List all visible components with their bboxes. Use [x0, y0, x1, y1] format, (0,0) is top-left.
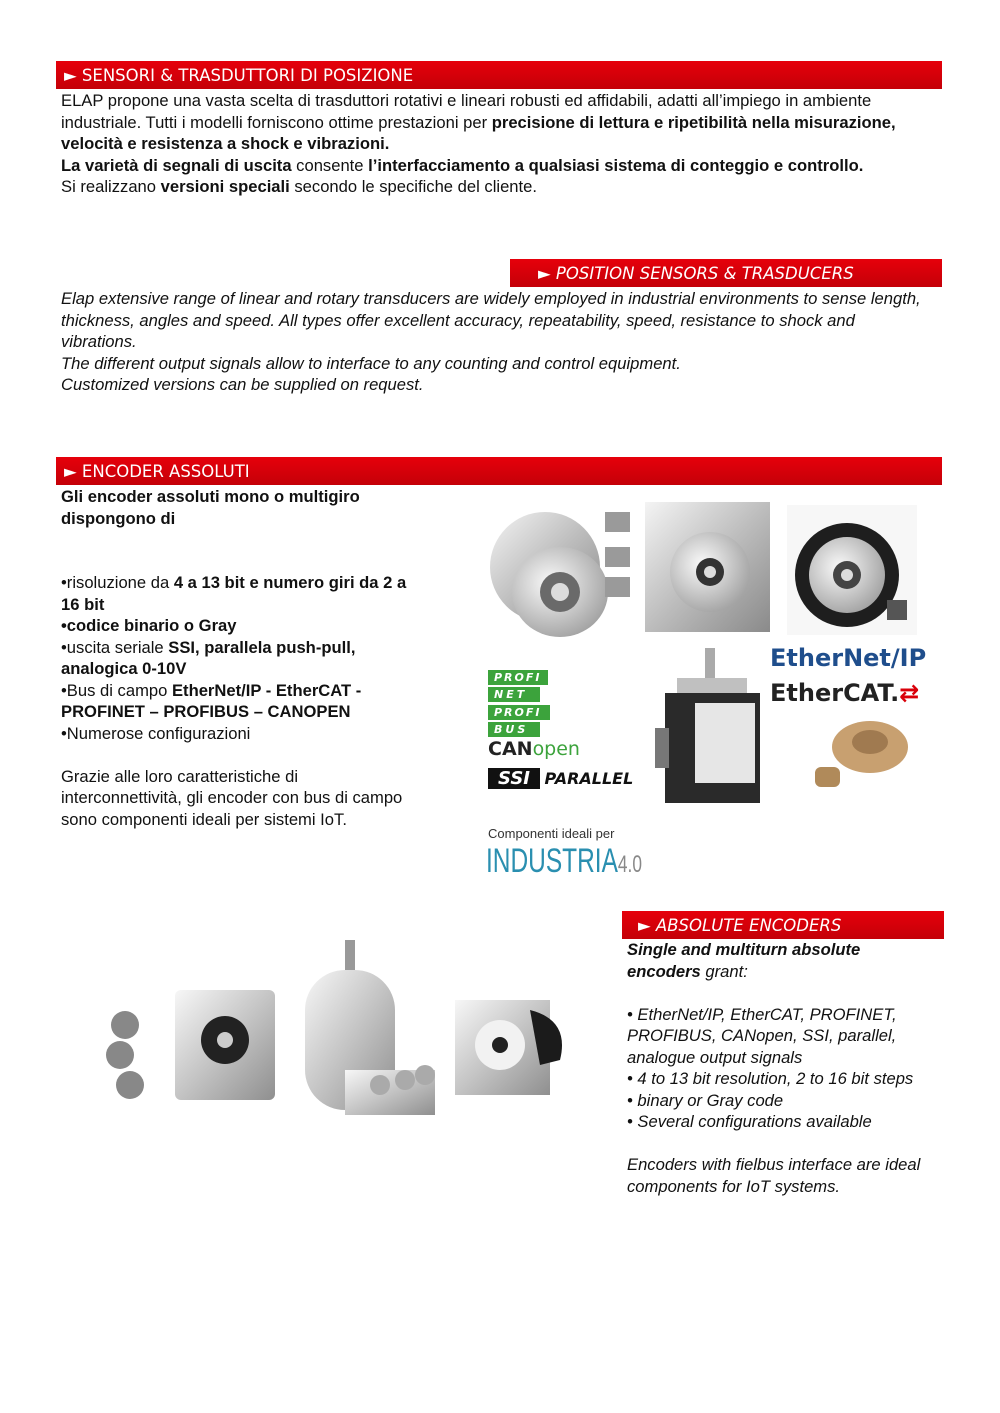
section-header-encoder-assoluti [56, 457, 942, 485]
bullet-config: • Several configurations available [627, 1112, 872, 1131]
text-line: The different output signals allow to interface to any counting and control equipment. [61, 353, 681, 373]
bullet-output-a: •uscita seriale [61, 637, 169, 657]
text-run: secondo le specifiche del cliente. [289, 177, 537, 196]
profinet-text: PROFI [488, 670, 548, 685]
section-title: ► ABSOLUTE ENCODERS [638, 916, 842, 935]
text-run: Si realizzano [61, 177, 161, 196]
bullet-code: • binary or Gray code [627, 1090, 784, 1110]
encoder-photo-black [787, 505, 917, 635]
bullet-resolution: • 4 to 13 bit resolution, 2 to 16 bit steps [627, 1069, 914, 1088]
industria-logo [486, 842, 642, 881]
industria-version: 4.0 [617, 851, 642, 878]
bullet-config: •Numerose configurazioni [61, 723, 251, 743]
text-run-bold: versioni speciali [160, 177, 290, 196]
intro: Gli encoder assoluti mono o multigiro dispongono di [61, 487, 360, 528]
profibus-text-2: BUS [488, 722, 540, 737]
encoder-photo-group [480, 492, 780, 642]
outro: Encoders with fielbus interface are ideal components for IoT systems. [627, 1155, 921, 1196]
text-run-bold: La varietà di segnali di uscita [61, 155, 292, 175]
intro-rest: grant: [700, 961, 748, 981]
encoders-bottom-photo [100, 940, 570, 1130]
outro: Grazie alle loro caratteristiche di interconnettività, gli encoder con bus di campo sono componenti ideali per sistemi IoT. [61, 766, 403, 829]
section-title: ► POSITION SENSORS & TRASDUCERS [538, 264, 854, 283]
text-line: Elap extensive range of linear and rotary transducers are widely employed in industrial environments to sense length, thickness, angles and speed. All types offer excellent accuracy, repeatability, speed, resistance to shock and vibrations. [61, 289, 921, 351]
canopen-a: CAN [488, 738, 533, 760]
absolute-encoders-text [627, 939, 927, 1197]
profinet-logo [488, 670, 570, 702]
ssi-text: SSI [488, 768, 540, 789]
profibus-text: PROFI [488, 705, 550, 720]
text-run: ELAP propone una vasta scelta di trasduttori rotativi e lineari robusti ed affidabili, adatti all’impiego in ambiente industriale. Tutti i modelli forniscono ottime prestazioni per [61, 91, 872, 132]
bullet-resolution-b: 4 a 13 bit e numero giri da 2 a 16 bit [61, 573, 407, 614]
section-title: ► SENSORI & TRASDUTTORI DI POSIZIONE [64, 66, 414, 85]
canopen-logo [488, 738, 580, 760]
encoder-photo-bronze [815, 712, 915, 797]
text-line: Customized versions can be supplied on request. [61, 375, 424, 394]
section-header-absolute-encoders [622, 911, 944, 939]
ethercat-text: EtherCAT. [770, 679, 900, 707]
encoder-assoluti-text [61, 486, 421, 830]
bullet-bus-a: •Bus di campo [61, 680, 172, 700]
parallel-text: PARALLEL [544, 769, 634, 788]
ethercat-logo: EtherCAT.⇄ [770, 679, 920, 707]
industria-word: INDUSTRIA [486, 842, 618, 880]
section-title: ► ENCODER ASSOLUTI [64, 462, 250, 481]
bullet-resolution-a: •risoluzione da [61, 573, 174, 592]
position-sensors-paragraph [61, 288, 921, 396]
bullet-output-b: SSI, parallela push-pull, analogica 0-10V [61, 637, 356, 678]
profinet-text-2: NET [488, 687, 540, 702]
profibus-logo [488, 705, 570, 737]
text-run: consente [291, 155, 369, 175]
sensori-paragraph [61, 90, 931, 198]
text-run-bold: precisione di lettura e ripetibilità nella misurazione, velocità e resistenza a shock e vibrazioni. [61, 112, 896, 153]
section-header-sensori [56, 61, 942, 89]
industria-caption: Componenti ideali per [488, 826, 615, 841]
encoder-photo-center [655, 648, 765, 808]
bullet-code: •codice binario o Gray [61, 616, 237, 635]
canopen-b: open [532, 738, 580, 760]
section-header-position-sensors [510, 259, 942, 287]
bullet-signals: • EtherNet/IP, EtherCAT, PROFINET, PROFIBUS, CANopen, SSI, parallel, analogue output signals [627, 1004, 897, 1067]
text-run-bold: l’interfacciamento a qualsiasi sistema di conteggio e controllo. [368, 155, 864, 175]
intro-bold: Single and multiturn absolute encoders [627, 940, 861, 981]
ethernet-ip-logo: EtherNet/IP [770, 644, 927, 672]
bullet-bus-b: EtherNet/IP - EtherCAT - PROFINET – PROFIBUS – CANOPEN [61, 680, 362, 721]
ssi-parallel-logo [488, 768, 633, 789]
